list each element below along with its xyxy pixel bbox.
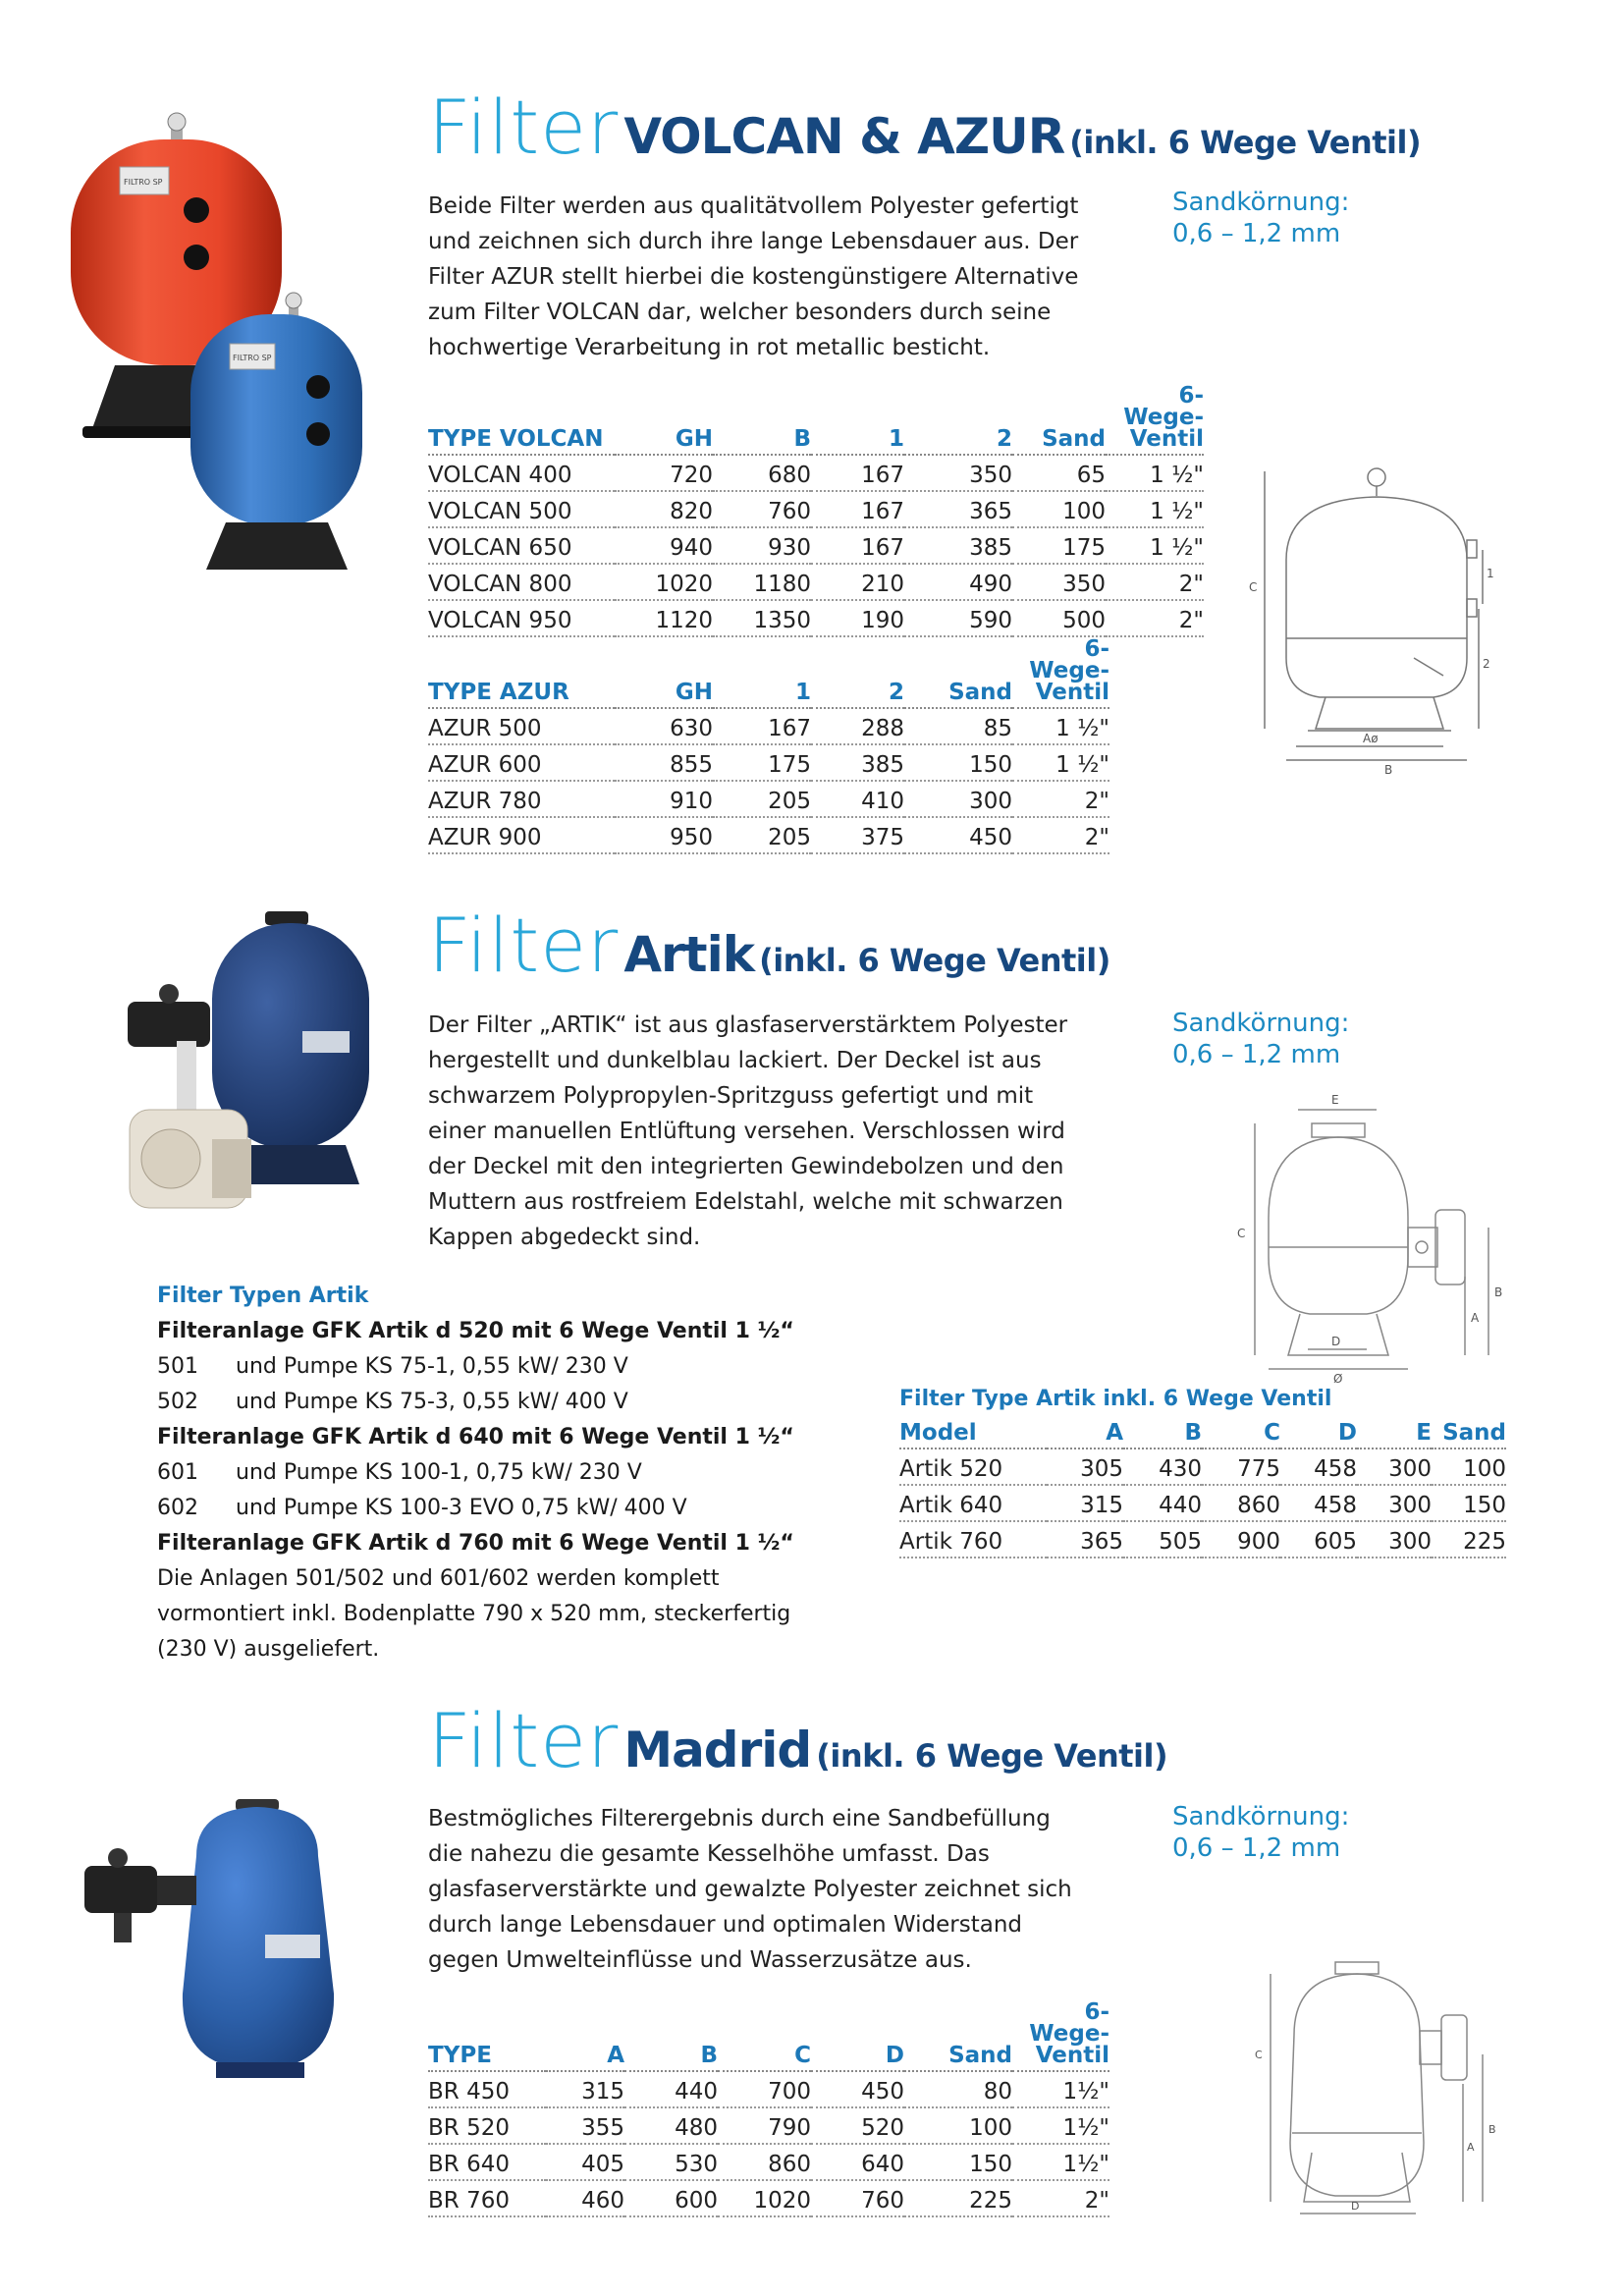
table-cell: 2": [1012, 781, 1109, 817]
col-header: 1: [811, 385, 904, 455]
dim-label-b: B: [1384, 763, 1393, 777]
heading-product-name: VOLCAN & AZUR: [623, 108, 1065, 165]
table-cell: 520: [811, 2107, 904, 2144]
table-cell: 80: [904, 2071, 1012, 2107]
dim-label-c: C: [1255, 2049, 1263, 2061]
table-row: [428, 744, 1109, 781]
item-text: und Pumpe KS 75-1, 0,55 kW/ 230 V: [236, 1354, 628, 1379]
col-header: 6-Wege- Ventil: [1012, 638, 1109, 708]
text-line: die nahezu die gesamte Kesselhöhe umfasst. Das: [428, 1841, 990, 1867]
text-line: Bestmögliches Filterergebnis durch eine Sandbefüllung: [428, 1806, 1051, 1831]
sand-label: Sandkörnung:: [1172, 188, 1350, 217]
list-item: [157, 1597, 864, 1632]
col-header: Sand: [904, 638, 1012, 708]
item-number: 501: [157, 1354, 198, 1379]
list-item: [157, 1491, 864, 1526]
artik-description: [428, 1008, 1135, 1255]
item-heading: Filteranlage GFK Artik d 640 mit 6 Wege Ventil 1 ½“: [157, 1425, 794, 1449]
item-text: vormontiert inkl. Bodenplatte 790 x 520 mm, steckerfertig: [157, 1602, 791, 1626]
volcan-heading: [428, 83, 1422, 171]
col-header: 6-Wege- Ventil: [1012, 2001, 1109, 2071]
col-header: A: [1047, 1422, 1123, 1449]
col-header: B: [1123, 1422, 1202, 1449]
table-cell: 790: [718, 2107, 811, 2144]
table-cell: 450: [811, 2071, 904, 2107]
list-item: [157, 1526, 864, 1561]
table-cell: VOLCAN 950: [428, 600, 615, 636]
item-text: und Pumpe KS 100-1, 0,75 kW/ 230 V: [236, 1460, 642, 1485]
col-header: 2: [904, 385, 1012, 455]
table-cell: 1020: [718, 2180, 811, 2216]
madrid-technical-drawing: [1241, 1956, 1536, 2221]
col-header: C: [718, 2001, 811, 2071]
volcan-sand-grain: [1172, 187, 1349, 249]
table-row: [899, 1449, 1506, 1485]
table-cell: 2": [1012, 817, 1109, 853]
table-cell: 720: [615, 455, 713, 491]
text-line: und zeichnen sich durch ihre lange Lebensdauer aus. Der: [428, 229, 1079, 254]
table-cell: 930: [713, 527, 811, 564]
table-cell: 175: [713, 744, 811, 781]
list-item: [157, 1455, 864, 1491]
filter-label-text: FILTRO SP: [124, 178, 163, 187]
table-cell: 910: [615, 781, 713, 817]
table-cell: 100: [1432, 1449, 1506, 1485]
list-item: [157, 1561, 864, 1597]
azur-table: [428, 638, 1109, 854]
list-item: [157, 1349, 864, 1385]
heading-filter-word: Filter: [428, 902, 620, 989]
dim-label-c: C: [1237, 1227, 1246, 1240]
col-header: A: [546, 2001, 624, 2071]
col-header: D: [1280, 1422, 1357, 1449]
dim-label-a: Aø: [1363, 732, 1379, 745]
volcan-azur-filters-image: [61, 110, 365, 572]
table-cell: 385: [904, 527, 1012, 564]
table-cell: 458: [1280, 1485, 1357, 1521]
item-number: 502: [157, 1390, 198, 1414]
table-cell: 1180: [713, 564, 811, 600]
table-cell: 1 ½": [1106, 527, 1204, 564]
types-lines: [157, 1314, 864, 1667]
table-row: [428, 708, 1109, 744]
madrid-sand-grain: [1172, 1801, 1349, 1864]
volcan-description: [428, 189, 1135, 365]
table-cell: 150: [904, 744, 1012, 781]
table-cell: 150: [904, 2144, 1012, 2180]
table-cell: 1 ½": [1012, 744, 1109, 781]
dim-label-d: D: [1351, 2200, 1360, 2213]
col-header: TYPE: [428, 2001, 546, 2071]
table-cell: AZUR 900: [428, 817, 615, 853]
artik-types-list: [157, 1279, 864, 1667]
table-cell: 1½": [1012, 2144, 1109, 2180]
table-cell: BR 640: [428, 2144, 546, 2180]
col-header: TYPE AZUR: [428, 638, 615, 708]
table-row: [428, 491, 1204, 527]
table-cell: 630: [615, 708, 713, 744]
artik-filter-image: [118, 903, 403, 1228]
list-item: [157, 1385, 864, 1420]
madrid-heading: [428, 1697, 1168, 1784]
table-cell: 315: [1047, 1485, 1123, 1521]
col-header: B: [624, 2001, 718, 2071]
table-cell: 700: [718, 2071, 811, 2107]
table-cell: 405: [546, 2144, 624, 2180]
table-cell: 365: [904, 491, 1012, 527]
table-cell: 1 ½": [1106, 491, 1204, 527]
table-cell: 760: [811, 2180, 904, 2216]
artik-table: [899, 1422, 1506, 1558]
table-cell: 680: [713, 455, 811, 491]
table-cell: 775: [1202, 1449, 1280, 1485]
table-cell: 175: [1012, 527, 1106, 564]
table-cell: 505: [1123, 1521, 1202, 1558]
table-cell: 1350: [713, 600, 811, 636]
volcan-table: [428, 385, 1204, 637]
table-cell: 2": [1106, 600, 1204, 636]
sand-label: Sandkörnung:: [1172, 1802, 1350, 1831]
table-cell: BR 450: [428, 2071, 546, 2107]
table-cell: 440: [624, 2071, 718, 2107]
table-row: [899, 1485, 1506, 1521]
table-cell: 385: [811, 744, 904, 781]
table-cell: 300: [904, 781, 1012, 817]
dim-label-b: B: [1488, 2123, 1496, 2136]
col-header: Model: [899, 1422, 1047, 1449]
table-cell: 950: [615, 817, 713, 853]
table-cell: 860: [1202, 1485, 1280, 1521]
volcan-table-body: [428, 455, 1204, 636]
table-cell: 167: [811, 455, 904, 491]
madrid-filter-image: [79, 1797, 383, 2092]
col-header: E: [1357, 1422, 1432, 1449]
table-header-row: [899, 1422, 1506, 1449]
table-cell: 600: [624, 2180, 718, 2216]
list-item: [157, 1632, 864, 1667]
table-cell: 500: [1012, 600, 1106, 636]
text-line: gegen Umwelteinflüsse und Wasserzusätze aus.: [428, 1947, 972, 1973]
heading-subtitle: (inkl. 6 Wege Ventil): [1069, 124, 1422, 161]
sand-value: 0,6 – 1,2 mm: [1172, 1040, 1341, 1069]
text-line: Muttern aus rostfreiem Edelstahl, welche mit schwarzen: [428, 1189, 1063, 1215]
list-item: [157, 1420, 864, 1455]
table-cell: BR 520: [428, 2107, 546, 2144]
table-row: [428, 2180, 1109, 2216]
artik-sand-grain: [1172, 1008, 1349, 1070]
table-cell: 100: [1012, 491, 1106, 527]
dim-label-diameter: Ø: [1333, 1372, 1343, 1386]
item-text: und Pumpe KS 100-3 EVO 0,75 kW/ 400 V: [236, 1496, 687, 1520]
item-number: 601: [157, 1460, 198, 1485]
col-header: 6-Wege- Ventil: [1106, 385, 1204, 455]
table-cell: 900: [1202, 1521, 1280, 1558]
table-cell: 288: [811, 708, 904, 744]
table-cell: 225: [1432, 1521, 1506, 1558]
dim-label-2: 2: [1483, 657, 1490, 671]
heading-product-name: Artik: [623, 926, 754, 983]
sand-value: 0,6 – 1,2 mm: [1172, 219, 1341, 248]
dim-label-a: A: [1471, 1311, 1480, 1325]
table-cell: 820: [615, 491, 713, 527]
dim-label-b: B: [1494, 1285, 1503, 1299]
heading-filter-word: Filter: [428, 1697, 620, 1784]
text-line: hergestellt und dunkelblau lackiert. Der Deckel ist aus: [428, 1048, 1042, 1073]
dim-label-d: D: [1331, 1335, 1341, 1348]
heading-filter-word: Filter: [428, 83, 620, 171]
sand-value: 0,6 – 1,2 mm: [1172, 1833, 1341, 1863]
table-cell: 458: [1280, 1449, 1357, 1485]
table-cell: 365: [1047, 1521, 1123, 1558]
col-header: B: [713, 385, 811, 455]
table-cell: 480: [624, 2107, 718, 2144]
table-cell: 410: [811, 781, 904, 817]
table-cell: BR 760: [428, 2180, 546, 2216]
table-cell: 1 ½": [1106, 455, 1204, 491]
text-line: einer manuellen Entlüftung versehen. Verschlossen wird: [428, 1119, 1065, 1144]
table-row: [428, 455, 1204, 491]
table-cell: 450: [904, 817, 1012, 853]
table-cell: AZUR 780: [428, 781, 615, 817]
volcan-technical-drawing: [1247, 462, 1492, 776]
table-cell: 355: [546, 2107, 624, 2144]
table-cell: 350: [1012, 564, 1106, 600]
table-cell: Artik 760: [899, 1521, 1047, 1558]
artik-technical-drawing: [1229, 1090, 1553, 1385]
col-header: 2: [811, 638, 904, 708]
heading-subtitle: (inkl. 6 Wege Ventil): [759, 942, 1110, 979]
table-cell: 590: [904, 600, 1012, 636]
table-cell: 2": [1012, 2180, 1109, 2216]
table-header-row: [428, 2001, 1109, 2071]
table-row: [428, 817, 1109, 853]
text-line: glasfaserverstärkte und gewalzte Polyester zeichnet sich: [428, 1877, 1072, 1902]
col-header: 1: [713, 638, 811, 708]
text-line: Filter AZUR stellt hierbei die kostengünstigere Alternative: [428, 264, 1079, 290]
azur-table-body: [428, 708, 1109, 853]
table-cell: 85: [904, 708, 1012, 744]
heading-product-name: Madrid: [623, 1722, 812, 1778]
table-cell: 300: [1357, 1521, 1432, 1558]
table-cell: 205: [713, 817, 811, 853]
item-text: und Pumpe KS 75-3, 0,55 kW/ 400 V: [236, 1390, 628, 1414]
table-row: [428, 527, 1204, 564]
table-cell: 305: [1047, 1449, 1123, 1485]
table-row: [899, 1521, 1506, 1558]
table-cell: 1020: [615, 564, 713, 600]
list-item: [157, 1314, 864, 1349]
table-cell: 855: [615, 744, 713, 781]
item-number: 602: [157, 1496, 198, 1520]
table-cell: 940: [615, 527, 713, 564]
text-line: Beide Filter werden aus qualitätvollem Polyester gefertigt: [428, 193, 1079, 219]
table-cell: 1½": [1012, 2107, 1109, 2144]
table-cell: 860: [718, 2144, 811, 2180]
col-header: Sand: [1012, 385, 1106, 455]
table-cell: 640: [811, 2144, 904, 2180]
table-cell: 490: [904, 564, 1012, 600]
text-line: durch lange Lebensdauer und optimalen Widerstand: [428, 1912, 1023, 1938]
table-cell: 190: [811, 600, 904, 636]
table-cell: 167: [811, 527, 904, 564]
table-cell: 2": [1106, 564, 1204, 600]
table-cell: 150: [1432, 1485, 1506, 1521]
types-title: Filter Typen Artik: [157, 1284, 369, 1308]
filter-label-text: FILTRO SP: [233, 354, 272, 362]
table-cell: AZUR 500: [428, 708, 615, 744]
table-cell: 605: [1280, 1521, 1357, 1558]
table-row: [428, 564, 1204, 600]
table-cell: Artik 640: [899, 1485, 1047, 1521]
table-cell: 760: [713, 491, 811, 527]
table-cell: 210: [811, 564, 904, 600]
table-cell: 1½": [1012, 2071, 1109, 2107]
table-cell: 1 ½": [1012, 708, 1109, 744]
col-header: Sand: [1432, 1422, 1506, 1449]
table-cell: 350: [904, 455, 1012, 491]
item-text: (230 V) ausgeliefert.: [157, 1637, 380, 1662]
item-text: Die Anlagen 501/502 und 601/602 werden komplett: [157, 1566, 720, 1591]
table-header-row: [428, 638, 1109, 708]
text-line: zum Filter VOLCAN dar, welcher besonders durch seine: [428, 300, 1052, 325]
table-cell: 530: [624, 2144, 718, 2180]
dim-label-e: E: [1331, 1093, 1339, 1107]
table-cell: AZUR 600: [428, 744, 615, 781]
table-row: [428, 600, 1204, 636]
col-header: GH: [615, 385, 713, 455]
table-cell: 375: [811, 817, 904, 853]
text-line: der Deckel mit den integrierten Gewindebolzen und den: [428, 1154, 1064, 1179]
table-cell: 65: [1012, 455, 1106, 491]
table-row: [428, 2071, 1109, 2107]
table-cell: VOLCAN 500: [428, 491, 615, 527]
dim-label-1: 1: [1487, 567, 1494, 580]
table-cell: VOLCAN 650: [428, 527, 615, 564]
table-cell: 100: [904, 2107, 1012, 2144]
table-cell: 300: [1357, 1449, 1432, 1485]
item-heading: Filteranlage GFK Artik d 520 mit 6 Wege Ventil 1 ½“: [157, 1319, 794, 1343]
col-header: Sand: [904, 2001, 1012, 2071]
table-cell: 1120: [615, 600, 713, 636]
table-cell: Artik 520: [899, 1449, 1047, 1485]
table-cell: 225: [904, 2180, 1012, 2216]
table-header-row: [428, 385, 1204, 455]
artik-heading: [428, 902, 1110, 989]
madrid-table: [428, 2001, 1109, 2217]
table-row: [428, 2144, 1109, 2180]
text-line: Kappen abgedeckt sind.: [428, 1225, 701, 1250]
text-line: schwarzem Polypropylen-Spritzguss gefertigt und mit: [428, 1083, 1034, 1109]
madrid-table-body: [428, 2071, 1109, 2216]
table-row: [428, 781, 1109, 817]
table-cell: 167: [713, 708, 811, 744]
col-header: D: [811, 2001, 904, 2071]
dim-label-c: C: [1249, 580, 1258, 594]
table-row: [428, 2107, 1109, 2144]
table-cell: 430: [1123, 1449, 1202, 1485]
artik-table-caption: Filter Type Artik inkl. 6 Wege Ventil: [899, 1387, 1332, 1411]
table-cell: 167: [811, 491, 904, 527]
item-heading: Filteranlage GFK Artik d 760 mit 6 Wege Ventil 1 ½“: [157, 1531, 794, 1556]
table-cell: VOLCAN 800: [428, 564, 615, 600]
text-line: hochwertige Verarbeitung in rot metallic besticht.: [428, 335, 991, 360]
text-line: Der Filter „ARTIK“ ist aus glasfaserverstärktem Polyester: [428, 1012, 1068, 1038]
table-cell: VOLCAN 400: [428, 455, 615, 491]
table-cell: 300: [1357, 1485, 1432, 1521]
col-header: GH: [615, 638, 713, 708]
col-header: C: [1202, 1422, 1280, 1449]
table-cell: 205: [713, 781, 811, 817]
dim-label-a: A: [1467, 2141, 1475, 2154]
sand-label: Sandkörnung:: [1172, 1009, 1350, 1038]
heading-subtitle: (inkl. 6 Wege Ventil): [816, 1737, 1168, 1775]
table-cell: 460: [546, 2180, 624, 2216]
artik-table-body: [899, 1449, 1506, 1558]
table-cell: 440: [1123, 1485, 1202, 1521]
col-header: TYPE VOLCAN: [428, 385, 615, 455]
madrid-description: [428, 1801, 1135, 1978]
table-cell: 315: [546, 2071, 624, 2107]
